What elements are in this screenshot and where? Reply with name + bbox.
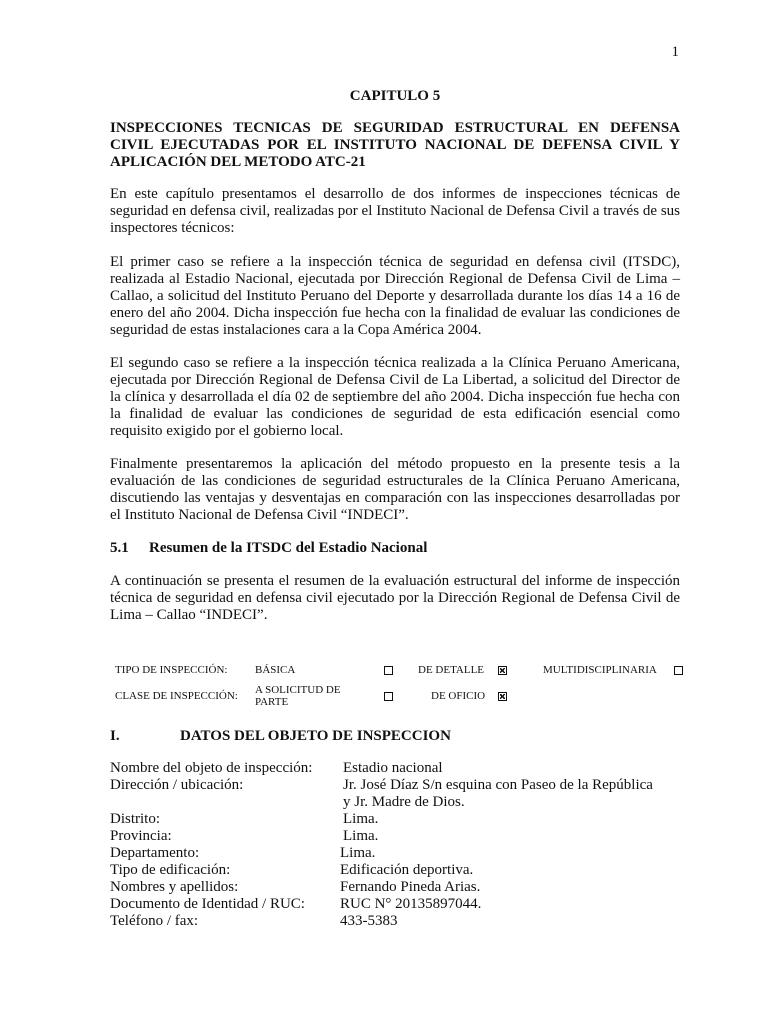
detalle-checkbox[interactable] [498, 666, 507, 675]
oficio-label: DE OFICIO [431, 690, 486, 702]
intro-paragraph: En este capítulo presentamos el desarrollo de dos informes de inspecciones técnicas de seguridad en defensa civil, realizadas por el Instituto Nacional de Defensa Civil a través de sus inspectores técnicos: [110, 186, 680, 236]
data-label: Teléfono / fax: [110, 913, 199, 929]
multi-label: MULTIDISCIPLINARIA [543, 664, 657, 676]
data-label: Dirección / ubicación: [110, 777, 244, 793]
data-heading-number: I. [110, 728, 120, 744]
detalle-label: DE DETALLE [418, 664, 485, 676]
data-value: Jr. José Díaz S/n esquina con Paseo de la República [343, 777, 653, 793]
chapter-heading: CAPITULO 5 [349, 88, 441, 104]
data-value: y Jr. Madre de Dios. [343, 794, 465, 810]
section-heading [110, 540, 427, 557]
data-label: Tipo de edificación: [110, 862, 231, 878]
data-value: Lima. [343, 828, 379, 844]
chapter-title: INSPECCIONES TECNICAS DE SEGURIDAD ESTRUCTURAL EN DEFENSA CIVIL EJECUTADAS POR EL INSTITUTO NACIONAL DE DEFENSA CIVIL Y APLICACIÓN DEL METODO ATC-21 [110, 120, 680, 170]
data-heading-title: DATOS DEL OBJETO DE INSPECCION [180, 728, 451, 744]
data-label: Nombres y apellidos: [110, 879, 239, 895]
clase-label: CLASE DE INSPECCIÓN: [115, 690, 238, 702]
section-number: 5.1 [110, 540, 129, 556]
data-value: Fernando Pineda Arias. [340, 879, 481, 895]
data-label: Nombre del objeto de inspección: [110, 760, 313, 776]
solicitud-label: A SOLICITUD DE PARTE [255, 684, 341, 708]
data-value: Edificación deportiva. [340, 862, 474, 878]
data-label: Departamento: [110, 845, 200, 861]
second-case-paragraph: El segundo caso se refiere a la inspección técnica realizada a la Clínica Peruano Americana, ejecutada por Dirección Regional de Defensa Civil de La Libertad, a solicitud del Director de la clínica y desarrollada el día 02 de septiembre del año 2004. Dicha inspección fue hecha con la finalidad de evaluar las condiciones de seguridad de esta edificación esencial como requisito exigido por el gobierno local. [110, 355, 680, 439]
data-value: RUC N° 20135897044. [340, 896, 482, 912]
data-value: Lima. [340, 845, 376, 861]
page-number: 1 [671, 44, 679, 60]
first-case-paragraph: El primer caso se refiere a la inspección técnica de seguridad en defensa civil (ITSDC), realizada al Estadio Nacional, ejecutada por Dirección Regional de Defensa Civil de Lima – Callao, a solicitud del Instituto Peruano del Deporte y desarrollada durante los días 14 a 16 de enero del año 2004. Dicha inspección fue hecha con la finalidad de evaluar las condiciones de seguridad de estas instalaciones cara a la Copa América 2004. [110, 254, 680, 338]
final-paragraph: Finalmente presentaremos la aplicación del método propuesto en la presente tesis a la evaluación de las condiciones de seguridad estructurales de la Clínica Peruano Americana, discutiendo las ventajas y desventajas en comparación con las inspecciones desarrolladas por el Instituto Nacional de Defensa Civil “INDECI”. [110, 456, 680, 523]
section-paragraph: A continuación se presenta el resumen de la evaluación estructural del informe de inspección técnica de seguridad en defensa civil ejecutado por la Dirección Regional de Defensa Civil de Lima – Callao “INDECI”. [110, 573, 680, 623]
data-heading [110, 728, 451, 745]
data-label: Provincia: [110, 828, 172, 844]
oficio-checkbox[interactable] [498, 692, 507, 701]
tipo-label: TIPO DE INSPECCIÓN: [115, 664, 228, 676]
section-title: Resumen de la ITSDC del Estadio Nacional [149, 540, 428, 556]
solicitud-checkbox[interactable] [384, 692, 393, 701]
basica-checkbox[interactable] [384, 666, 393, 675]
data-label: Documento de Identidad / RUC: [110, 896, 305, 912]
basica-label: BÁSICA [255, 664, 296, 676]
multi-checkbox[interactable] [674, 666, 683, 675]
data-value: Estadio nacional [343, 760, 443, 776]
data-label: Distrito: [110, 811, 161, 827]
data-value: 433-5383 [340, 913, 398, 929]
data-value: Lima. [343, 811, 379, 827]
